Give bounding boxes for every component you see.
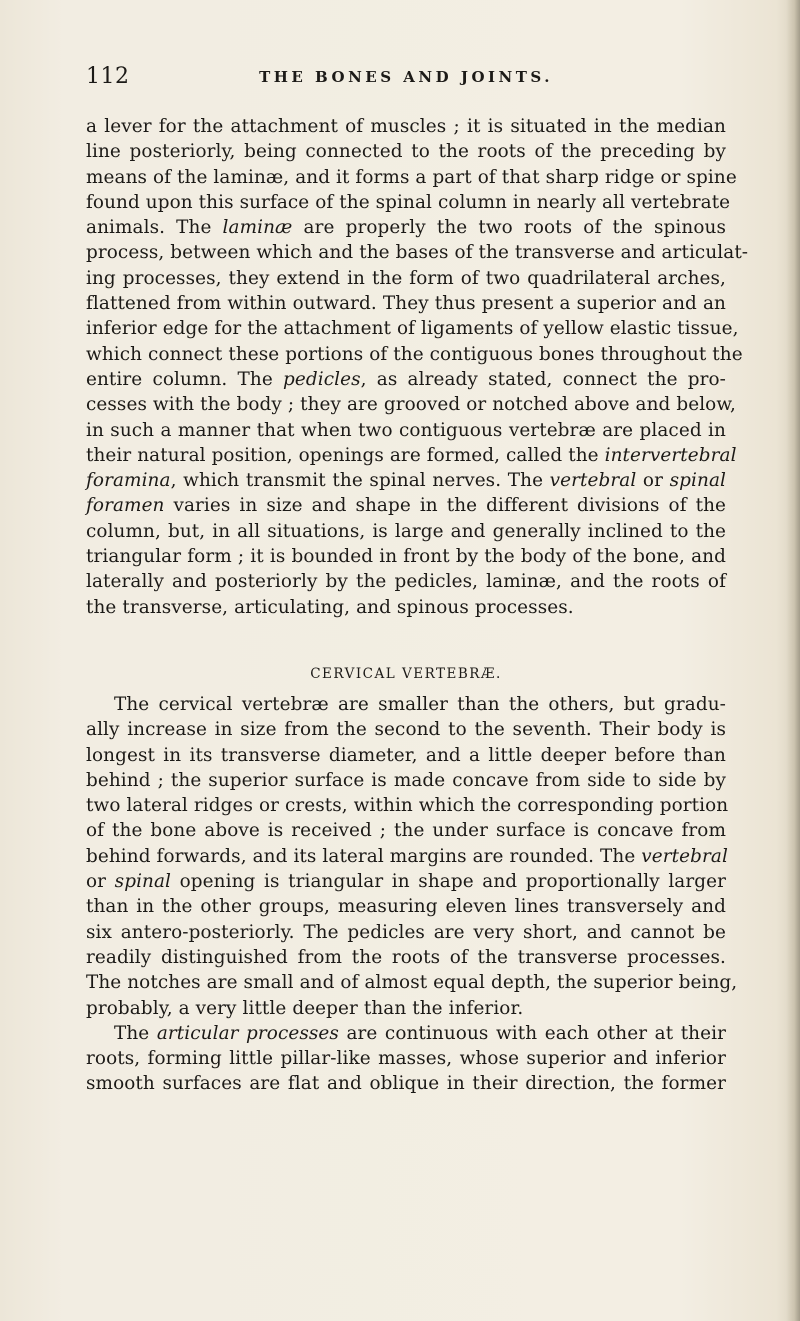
text-line: than in the other groups, measuring eleven lines transversely and bbox=[86, 896, 726, 918]
text-line: means of the laminæ, and it forms a part of that sharp ridge or spine bbox=[86, 166, 737, 188]
text-line: foramina, which transmit the spinal nerves. The vertebral or spinal bbox=[86, 470, 726, 492]
text-line: probably, a very little deeper than the inferior. bbox=[86, 997, 524, 1019]
text-line: a lever for the attachment of muscles ; it is situated in the median bbox=[86, 116, 726, 137]
text-line: foramen varies in size and shape in the different divisions of the bbox=[86, 495, 726, 517]
italic-term: spinal bbox=[669, 470, 726, 492]
text-line: of the bone above is received ; the under surface is concave from bbox=[86, 820, 726, 842]
text-line: entire column. The pedicles, as already stated, connect the pro- bbox=[86, 368, 726, 390]
page-number: 112 bbox=[86, 64, 130, 89]
text-line: smooth surfaces are flat and oblique in their direction, the former bbox=[86, 1073, 726, 1095]
italic-term: foramen bbox=[86, 495, 165, 517]
text-line: cesses with the body ; they are grooved or notched above and below, bbox=[86, 394, 736, 416]
paragraph bbox=[86, 1021, 726, 1097]
text-line: in such a manner that when two contiguous vertebræ are placed in bbox=[86, 419, 726, 441]
section-heading: CERVICAL VERTEBRÆ. bbox=[310, 665, 502, 682]
italic-term: intervertebral bbox=[604, 444, 737, 466]
text-line: found upon this surface of the spinal column in nearly all vertebrate bbox=[86, 191, 731, 213]
text-line: readily distinguished from the roots of the transverse processes. bbox=[86, 946, 726, 968]
text-line: ing processes, they extend in the form of two quadrilateral arches, bbox=[86, 267, 726, 289]
italic-term: pedicles bbox=[283, 368, 361, 390]
text-line: inferior edge for the attachment of ligaments of yellow elastic tissue, bbox=[86, 318, 739, 340]
page-header bbox=[86, 64, 726, 94]
text-line: process, between which and the bases of the transverse and articulat- bbox=[86, 242, 749, 264]
text-line: or spinal opening is triangular in shape and proportionally larger bbox=[86, 871, 726, 893]
text-line: the transverse, articulating, and spinous processes. bbox=[86, 596, 574, 618]
text-line: longest in its transverse diameter, and a little deeper before than bbox=[86, 744, 726, 766]
text-line: laterally and posteriorly by the pedicles, laminæ, and the roots of bbox=[86, 571, 726, 593]
italic-term: vertebral bbox=[641, 845, 728, 867]
italic-term: spinal bbox=[114, 871, 172, 893]
text-line: line posteriorly, being connected to the roots of the preceding by bbox=[86, 141, 726, 163]
text-line: roots, forming little pillar-like masses, whose superior and inferior bbox=[86, 1048, 726, 1070]
text-line: The articular processes are continuous with each other at their bbox=[114, 1022, 726, 1044]
text-line: The notches are small and of almost equal depth, the superior being, bbox=[86, 972, 738, 994]
paragraph bbox=[86, 114, 749, 620]
paragraph bbox=[86, 692, 738, 1021]
body-text bbox=[86, 114, 749, 1097]
text-line: animals. The laminæ are properly the two roots of the spinous bbox=[86, 217, 726, 239]
text-line: their natural position, openings are formed, called the intervertebral bbox=[86, 444, 737, 466]
text-line: ally increase in size from the second to the seventh. Their body is bbox=[86, 719, 726, 741]
italic-term: laminæ bbox=[222, 217, 293, 239]
text-line: The cervical vertebræ are smaller than the others, but gradu- bbox=[114, 693, 726, 715]
text-line: behind ; the superior surface is made concave from side to side by bbox=[86, 769, 726, 791]
running-head: THE BONES AND JOINTS. bbox=[259, 68, 553, 86]
italic-term: articular processes bbox=[156, 1022, 339, 1044]
page-edge-shadow bbox=[786, 0, 800, 1321]
text-line: which connect these portions of the contiguous bones throughout the bbox=[86, 343, 743, 365]
text-line: flattened from within outward. They thus present a superior and an bbox=[86, 293, 726, 315]
italic-term: foramina bbox=[86, 470, 171, 492]
text-line: six antero-posteriorly. The pedicles are very short, and cannot be bbox=[86, 921, 726, 943]
text-line: triangular form ; it is bounded in front by the body of the bone, and bbox=[86, 546, 726, 568]
italic-term: vertebral bbox=[549, 470, 637, 492]
text-line: column, but, in all situations, is large and generally inclined to the bbox=[86, 520, 726, 542]
text-line: behind forwards, and its lateral margins are rounded. The vertebral bbox=[86, 845, 728, 867]
text-line: two lateral ridges or crests, within which the corresponding portion bbox=[86, 795, 729, 817]
